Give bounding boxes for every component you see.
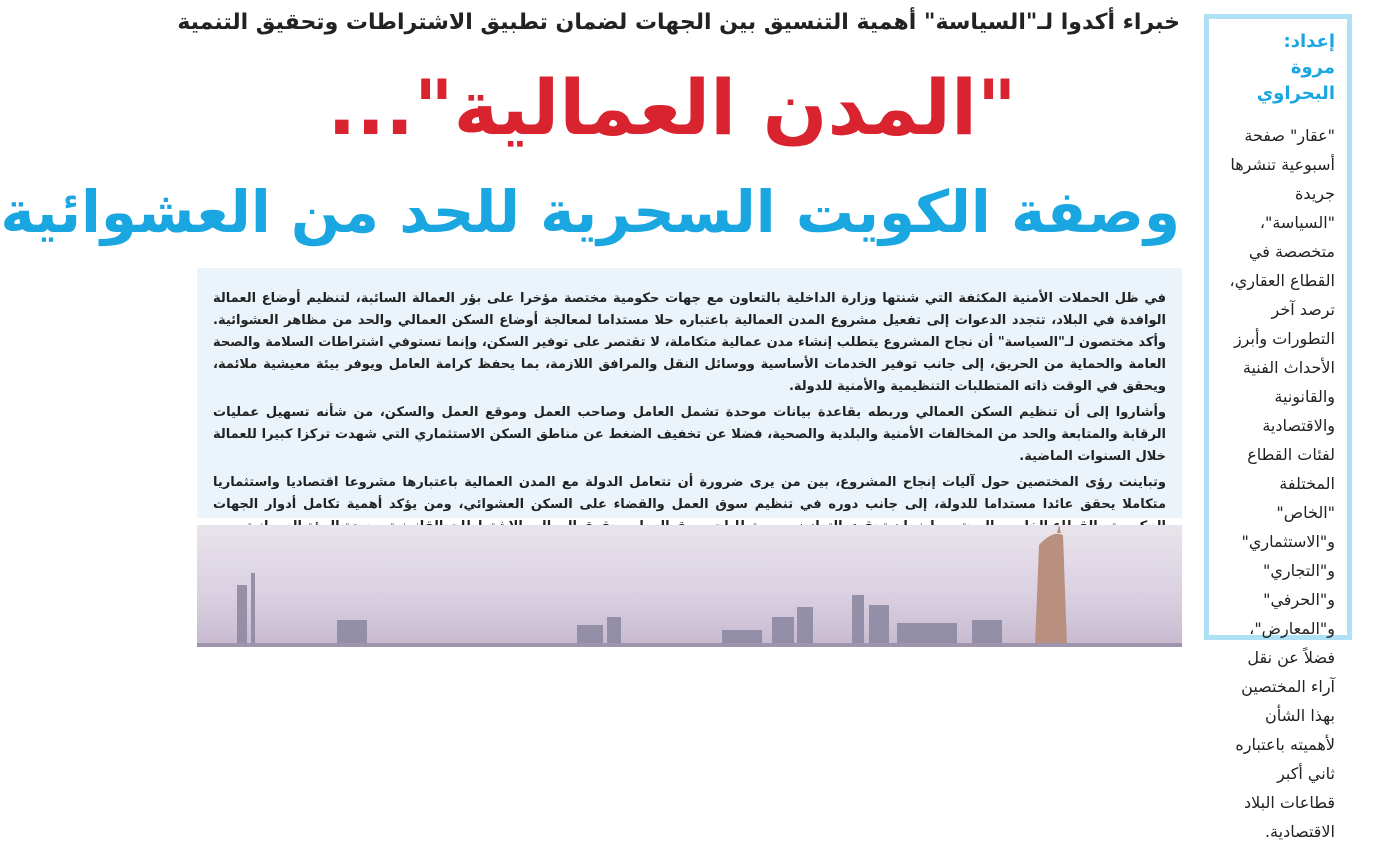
page-info-sidebar: [1204, 14, 1352, 841]
headline-main: "المدن العمالية"...: [327, 63, 1017, 152]
building: [607, 617, 621, 647]
body-paragraph: وأشاروا إلى أن تنظيم السكن العمالي وربطه بقاعدة بيانات موحدة تشمل العامل وصاحب العمل وموقع العمل والسكن، من شأنه تسهيل عمليات الرقابة والمتابعة والحد من المخالفات الأمنية والبلدية والصحية، فضلا عن تخفيف الضغط عن مناطق السكن الاستثماري التي شهدت تركزا كبيرا للعمالة خلال السنوات الماضية.: [213, 405, 1166, 464]
headline-sub: وصفة الكويت السحرية للحد من العشوائية: [0, 178, 1180, 246]
page-description: "عقار" صفحة أسبوعية تنشرها جريدة "السياسة"، متخصصة في القطاع العقاري، ترصد آخر التطورات وأبرز الأحداث الفنية والقانونية والاقتصادية لفئات القطاع المختلفة "الخاص" و"الاستثماري" و"التجاري" و"الحرفي" و"المعارض"، فضلاً عن نقل آراء المختصين بهذا الشأن لأهميته باعتباره ثاني أكبر قطاعات البلاد الاقتصادية.: [1229, 126, 1335, 841]
building: [237, 585, 247, 647]
kuwait-skyline-photo: [197, 525, 1182, 647]
building: [797, 607, 813, 647]
article-kicker: خبراء أكدوا لـ"السياسة" أهمية التنسيق بين الجهات لضمان تطبيق الاشتراطات وتحقيق التنمية: [177, 10, 1180, 35]
body-paragraph: وتباينت رؤى المختصين حول آليات إنجاح المشروع، بين من يرى ضرورة أن تتعامل الدولة مع المدن العمالية باعتبارها مشروعا اقتصاديا واستثماريا متكاملا يحقق عائدا مستداما للدولة، إلى جانب دوره في تنظيم سوق العمل والقضاء على السكن العشوائي، ومن يؤكد أهمية تكامل أدوار الجهات: [213, 475, 1166, 512]
tower: [1035, 534, 1067, 647]
article-body: [197, 268, 1182, 518]
building: [251, 573, 255, 647]
building: [972, 620, 1002, 647]
building: [337, 620, 367, 647]
ground-line: [197, 643, 1182, 647]
building: [852, 595, 864, 647]
skyline-illustration: [197, 525, 1182, 647]
author-name: مروة البحراوي: [1256, 57, 1335, 104]
prepared-by-label: إعداد:: [1283, 31, 1335, 52]
body-paragraph: في ظل الحملات الأمنية المكثفة التي شنتها وزارة الداخلية بالتعاون مع جهات حكومية مختصة مؤخرا على بؤر العمالة السائبة، لتنظيم أوضاع العمالة الوافدة في البلاد، تتجدد الدعوات إلى تفعيل مشروع المدن العمالية باعتباره حلا مستداما لمعالجة أوضاع السكن العمالي والحد من مظاهر العشوائية. وأكد مختصون لـ"السياسة" أن نجاح المشروع يتطلب إنشاء مدن عمالية متكاملة، لا تقتصر على توفير السكن، وإنما تستوفي اشتراطات السلامة والصحة العامة والحماية من الحريق، إلى جانب توفير الخدمات الأساسية ووسائل النقل والمرافق اللازمة، بما يحفظ كرامة العامل ويوفر بيئة معيشية ملائمة، ويحقق في الوقت ذاته المتطلبات التنظيمية والأمنية للدولة.: [213, 291, 1166, 394]
building: [869, 605, 889, 647]
building: [772, 617, 794, 647]
